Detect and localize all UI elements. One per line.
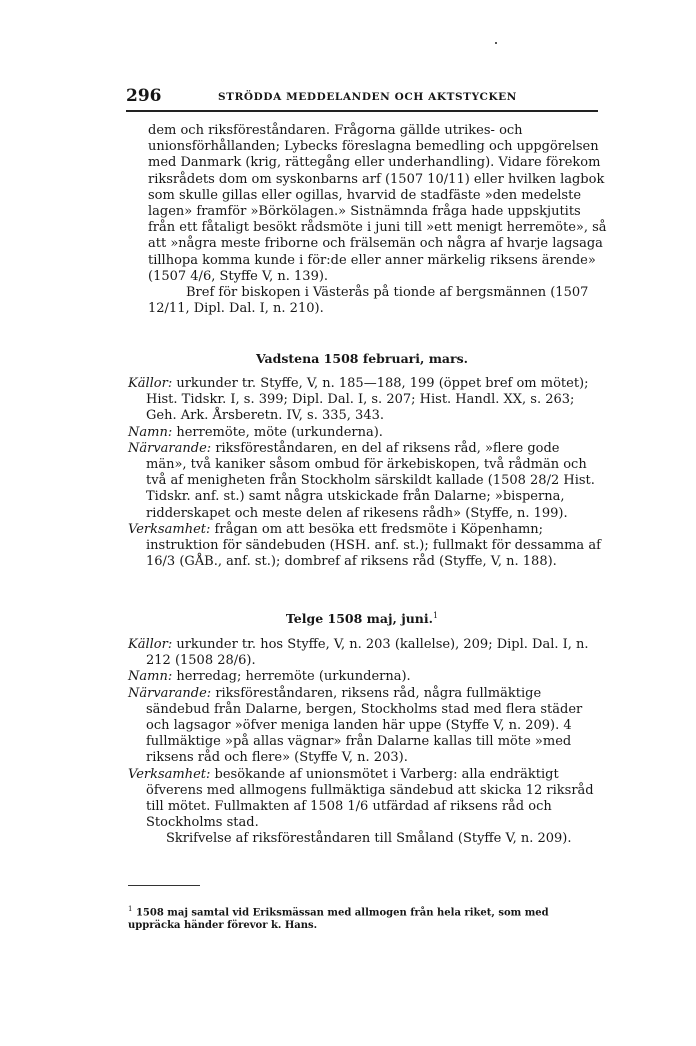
kallor-text: urkunder tr. Styffe, V, n. 185—188, 199 (öppet bref om mötet); Hist. Tidskr. I, s. 399; Dipl. Dal. I, s. 207; Hist. Handl. XX, s. 263; Geh. Ark. Årsberetn. IV, s. 335, 343. xyxy=(146,376,589,424)
verksamhet-label: Verksamhet: xyxy=(128,766,211,782)
namn-label: Namn: xyxy=(128,669,173,685)
verksamhet-text: frågan om att besöka ett fredsmöte i Köpenhamn; instruktion för sändebuden (HSH. anf. st.); fullmakt för dessamma af 16/3 (GÅB., anf. st.); dombref af riksens råd (Styffe, V, n. 188). xyxy=(146,521,601,570)
section-1-verksamhet xyxy=(128,522,602,571)
section-2-kallor xyxy=(128,637,602,669)
header-rule xyxy=(126,110,598,112)
section-2-body xyxy=(128,637,602,848)
page-header xyxy=(126,86,598,110)
section-1-body xyxy=(128,376,602,570)
narvarande-label: Närvarande: xyxy=(128,440,212,456)
namn-label: Namn: xyxy=(128,424,173,440)
section-1-narvarande xyxy=(128,441,602,522)
intro-paragraph-1: dem och riksföreståndaren. Frågorna gällde utrikes- och unionsförhållanden; Lybecks föreslagna bemedling och uppgörelsen med Danmark (krig, rättegång eller underhandling). Vidare förekom riksrådets dom om syskonbarns arf (1507 10/11) eller hvilken lagbok som skulle gillas eller ogillas, hvarvid de stadfäste »den medelste lagen» framför »Börkölagen.» Sistnämnda fråga hade uppskjutits från ett fåtaligt besökt rådsmöte i juni till »ett menigt herremöte», så att »några meste friborne och frälsemän och några af hvarje lagsaga tillhopa komma kunde i för:de eller anner märkelig riksens ärende» (1507 4/6, Styffe V, n. 139). xyxy=(148,123,607,284)
section-1-namn xyxy=(128,425,602,441)
narvarande-text: riksföreståndaren, riksens råd, några fullmäktige sändebud från Dalarne, bergen, Stockholms stad med flera städer och lagsagor »öfver meniga landen här uppe (Styffe V, n. 209). 4 fullmäktige »på allas vägnar» från Dalarne kallas till möte »med riksens råd och flere» (Styffe V, n. 203). xyxy=(146,685,583,766)
section-2-narvarande xyxy=(128,686,602,767)
footnote-marker: 1 xyxy=(128,905,133,913)
section-2-heading-text: Telge 1508 maj, juni. xyxy=(285,611,433,627)
section-2-namn xyxy=(128,669,602,685)
page-mark xyxy=(495,42,497,44)
section-2-skrifvelse: Skrifvelse af riksföreståndaren till Småland (Styffe V, n. 209). xyxy=(166,831,572,847)
verksamhet-text: besökande af unionsmötet i Varberg: alla endräktigt öfverens med allmogens fullmäktiga sändebud att skicka 12 riksråd till mötet. Fullmakten af 1508 1/6 utfärdad af riksens råd och Stockholms stad. xyxy=(146,766,594,831)
section-2-heading xyxy=(126,611,598,626)
kallor-label: Källor: xyxy=(128,376,173,391)
page-number: 296 xyxy=(126,86,162,106)
section-2-verksamhet xyxy=(128,767,602,832)
footnote xyxy=(128,903,602,932)
narvarande-label: Närvarande: xyxy=(128,685,212,701)
footnote-ref: 1 xyxy=(433,611,439,620)
section-1-kallor xyxy=(128,376,602,425)
kallor-text: urkunder tr. hos Styffe, V, n. 203 (kallelse), 209; Dipl. Dal. I, n. 212 (1508 28/6). xyxy=(146,637,589,669)
section-1-heading: Vadstena 1508 februari, mars. xyxy=(255,351,469,366)
running-head: STRÖDDA MEDDELANDEN OCH AKTSTYCKEN xyxy=(218,91,517,103)
intro-text xyxy=(148,123,608,317)
namn-text: herremöte, möte (urkunderna). xyxy=(176,424,383,440)
verksamhet-label: Verksamhet: xyxy=(128,521,211,537)
kallor-label: Källor: xyxy=(128,637,173,652)
namn-text: herredag; herremöte (urkunderna). xyxy=(176,669,411,685)
narvarande-text: riksföreståndaren, en del af riksens råd, »flere gode män», två kaniker såsom ombud för ärkebiskopen, två rådmän och två af menigheten från Stockholm särskildt kallade (1508 28/2 Hist. Tidskr. anf. st.) samt några utskickade från Dalarne; »bisperna, ridderskapet och meste delen af rikesens rådh» (Styffe, n. 199). xyxy=(146,440,595,521)
intro-paragraph-2: Bref för biskopen i Västerås på tionde af bergsmännen (1507 12/11, Dipl. Dal. I, n. 210). xyxy=(148,285,589,317)
footnote-rule xyxy=(128,885,200,886)
footnote-text: 1508 maj samtal vid Eriksmässan med allmogen från hela riket, som med uppräcka händer förevor k. Hans. xyxy=(128,907,549,932)
